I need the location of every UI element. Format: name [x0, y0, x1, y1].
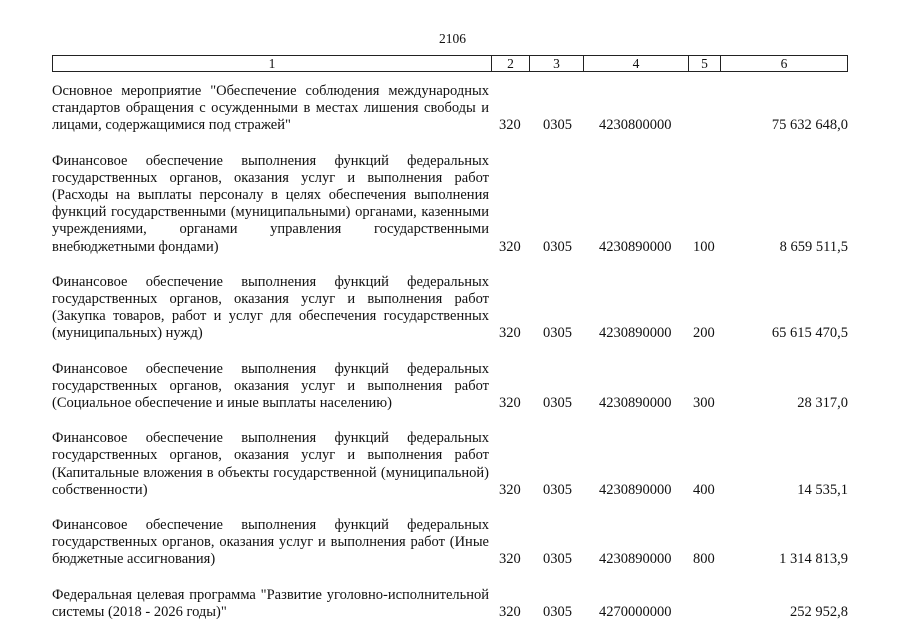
row-section-code: 0305 — [543, 603, 572, 620]
row-expense-type: 200 — [693, 325, 715, 342]
row-section-code: 0305 — [543, 395, 572, 412]
row-description: Финансовое обеспечение выполнения функций федеральных государственных органов, оказания услуг и выполнения работ (Социальное обеспечение и иные выплаты населению) — [52, 360, 489, 412]
row-target-code: 4230890000 — [599, 238, 672, 255]
header-col-4: 4 — [584, 56, 689, 71]
table-row — [52, 361, 848, 413]
row-admin-code: 320 — [499, 603, 521, 620]
row-admin-code: 320 — [499, 238, 521, 255]
row-target-code: 4230800000 — [599, 117, 672, 134]
row-admin-code: 320 — [499, 325, 521, 342]
row-amount: 14 535,1 — [797, 481, 848, 498]
row-expense-type: 100 — [693, 238, 715, 255]
row-admin-code: 320 — [499, 481, 521, 498]
row-description: Финансовое обеспечение выполнения функций федеральных государственных органов, оказания услуг и выполнения работ (Иные бюджетные ассигнования) — [52, 517, 489, 568]
table-row — [52, 587, 848, 621]
table-row — [52, 274, 848, 343]
header-col-6: 6 — [780, 56, 788, 71]
table-header — [52, 55, 848, 72]
row-admin-code: 320 — [499, 117, 521, 134]
row-expense-type: 400 — [693, 481, 715, 498]
row-expense-type: 800 — [693, 551, 715, 568]
row-admin-code: 320 — [499, 395, 521, 412]
row-section-code: 0305 — [543, 481, 572, 498]
row-section-code: 0305 — [543, 551, 572, 568]
table-row — [52, 83, 848, 135]
row-target-code: 4270000000 — [599, 603, 672, 620]
row-admin-code: 320 — [499, 551, 521, 568]
row-description: Федеральная целевая программа "Развитие уголовно-исполнительной системы (2018 - 2026 годы)" — [52, 586, 489, 620]
row-description: Основное мероприятие "Обеспечение соблюдения международных стандартов обращения с осужденными в местах лишения свободы и лицами, содержащимися под стражей" — [52, 83, 489, 134]
row-target-code: 4230890000 — [599, 325, 672, 342]
table-body — [52, 83, 848, 639]
table-row — [52, 517, 848, 569]
row-expense-type: 300 — [693, 395, 715, 412]
row-section-code: 0305 — [543, 325, 572, 342]
row-target-code: 4230890000 — [599, 395, 672, 412]
header-col-2: 2 — [492, 56, 530, 71]
header-col-5: 5 — [689, 56, 721, 71]
header-col-3: 3 — [530, 56, 584, 71]
row-amount: 65 615 470,5 — [771, 325, 848, 342]
row-amount: 252 952,8 — [790, 603, 848, 620]
page-number: 2106 — [439, 31, 466, 46]
row-amount: 8 659 511,5 — [779, 238, 848, 255]
header-col-1: 1 — [53, 56, 492, 71]
row-amount: 28 317,0 — [797, 395, 848, 412]
row-description: Финансовое обеспечение выполнения функций федеральных государственных органов, оказания услуг и выполнения работ (Расходы на выплаты персоналу в целях обеспечения выполнения функций государственными (муниципальными) органами, казенными учреждениями, органами управления государственными внебюджетными фондами) — [52, 152, 489, 255]
row-amount: 75 632 648,0 — [771, 117, 848, 134]
row-section-code: 0305 — [543, 117, 572, 134]
row-target-code: 4230890000 — [599, 481, 672, 498]
row-description: Финансовое обеспечение выполнения функций федеральных государственных органов, оказания услуг и выполнения работ (Закупка товаров, работ и услуг для обеспечения государственных (муниципальных) нужд) — [52, 273, 489, 342]
table-row — [52, 430, 848, 499]
table-row — [52, 153, 848, 256]
row-amount: 1 314 813,9 — [779, 551, 848, 568]
row-description: Финансовое обеспечение выполнения функций федеральных государственных органов, оказания услуг и выполнения работ (Капитальные вложения в объекты государственной (муниципальной) собственности) — [52, 430, 489, 498]
row-target-code: 4230890000 — [599, 551, 672, 568]
row-section-code: 0305 — [543, 238, 572, 255]
